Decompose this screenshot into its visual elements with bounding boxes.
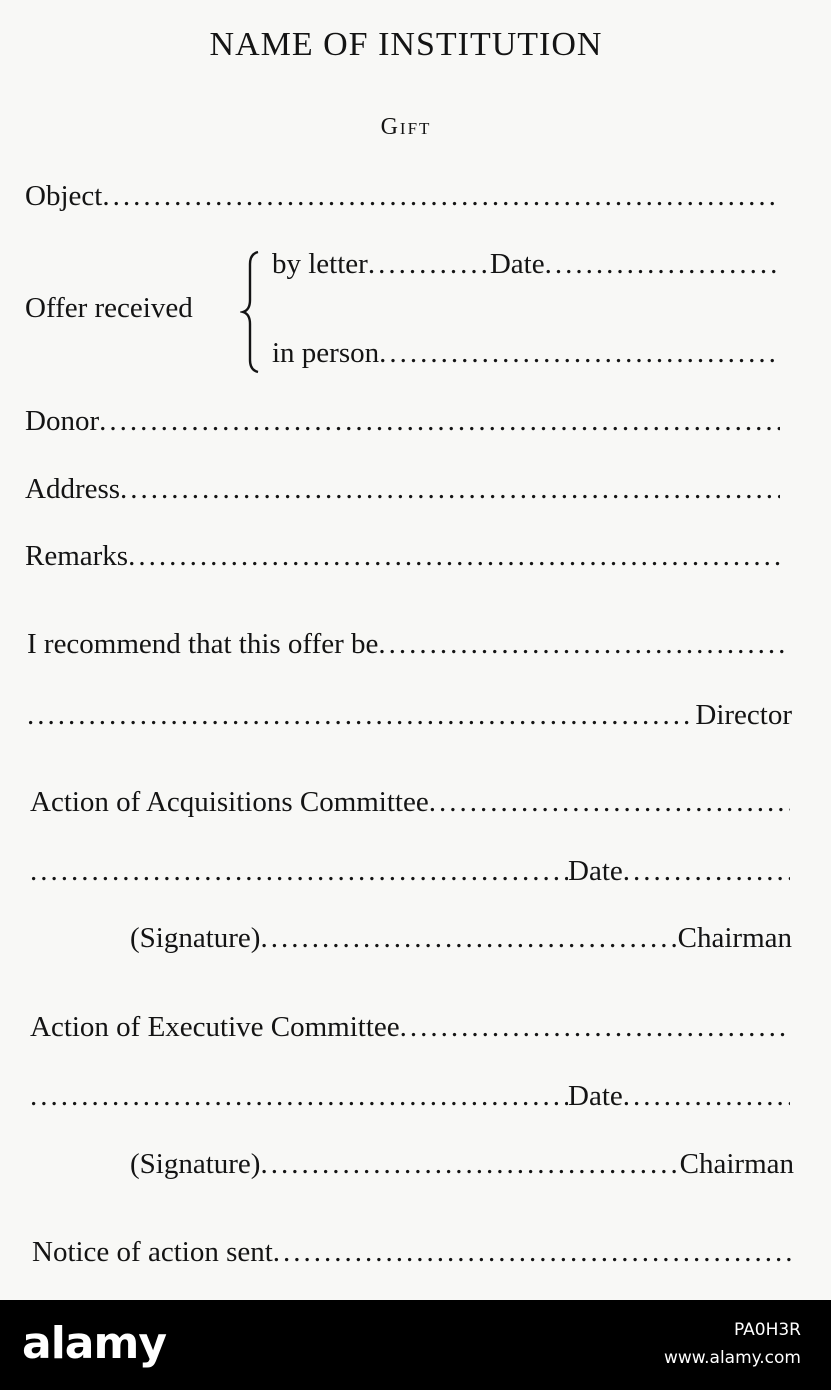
- in-person-label: in person: [272, 337, 380, 369]
- acquisitions-date-line: [30, 853, 790, 889]
- executive-date-line: [30, 1078, 790, 1114]
- offer-date-label: Date: [489, 248, 545, 280]
- left-brace-icon: [240, 250, 262, 374]
- recommend-field[interactable]: [378, 626, 787, 662]
- offer-date-field[interactable]: [545, 246, 780, 282]
- acquisitions-signature-field[interactable]: [260, 920, 677, 956]
- offer-received-label: Offer received: [25, 292, 193, 324]
- by-letter-field[interactable]: [368, 246, 490, 282]
- executive-signature-label: (Signature): [130, 1148, 261, 1180]
- notice-field[interactable]: [273, 1234, 792, 1270]
- in-person-field[interactable]: [379, 335, 780, 371]
- executive-field[interactable]: [400, 1009, 790, 1045]
- executive-label: Action of Executive Committee: [30, 1011, 400, 1043]
- remarks-label: Remarks: [25, 540, 129, 572]
- acquisitions-signature-label: (Signature): [130, 922, 261, 954]
- director-label: Director: [695, 699, 792, 731]
- executive-action-field[interactable]: [30, 1078, 568, 1114]
- alamy-logo: alamy: [22, 1318, 166, 1369]
- object-line: [25, 178, 780, 214]
- executive-line: [30, 1009, 790, 1045]
- executive-date-label: Date: [568, 1080, 623, 1112]
- director-line: [27, 697, 792, 733]
- donor-label: Donor: [25, 405, 100, 437]
- notice-label: Notice of action sent: [32, 1236, 273, 1268]
- donor-field[interactable]: [99, 403, 780, 439]
- notice-line: [32, 1234, 792, 1270]
- acquisitions-chairman-label: Chairman: [677, 922, 792, 954]
- object-label: Object: [25, 180, 103, 212]
- object-field[interactable]: [102, 178, 780, 214]
- acquisitions-date-label: Date: [568, 855, 623, 887]
- acquisitions-line: [30, 784, 790, 820]
- acquisitions-signature-line: [130, 920, 792, 956]
- director-signature-field[interactable]: [27, 697, 695, 733]
- by-letter-label: by letter: [272, 248, 368, 280]
- form-subtitle: Gift: [380, 114, 432, 140]
- acquisitions-date-field[interactable]: [623, 853, 790, 889]
- watermark-bar: [0, 1300, 831, 1390]
- recommend-label: I recommend that this offer be: [27, 628, 379, 660]
- acquisitions-field[interactable]: [429, 784, 790, 820]
- executive-signature-field[interactable]: [260, 1146, 679, 1182]
- image-id: PA0H3R: [733, 1320, 801, 1340]
- remarks-line: [25, 538, 785, 574]
- donor-line: [25, 403, 780, 439]
- acquisitions-action-field[interactable]: [30, 853, 568, 889]
- executive-chairman-label: Chairman: [679, 1148, 794, 1180]
- acquisitions-label: Action of Acquisitions Committee: [30, 786, 429, 818]
- form-title: NAME OF INSTITUTION: [209, 26, 603, 63]
- executive-date-field[interactable]: [623, 1078, 790, 1114]
- recommend-line: [27, 626, 787, 662]
- site-url: www.alamy.com: [663, 1348, 801, 1368]
- address-field[interactable]: [120, 471, 780, 507]
- address-label: Address: [25, 473, 121, 505]
- in-person-line: [272, 335, 780, 371]
- executive-signature-line: [130, 1146, 794, 1182]
- by-letter-line: [272, 246, 780, 282]
- address-line: [25, 471, 780, 507]
- remarks-field[interactable]: [128, 538, 785, 574]
